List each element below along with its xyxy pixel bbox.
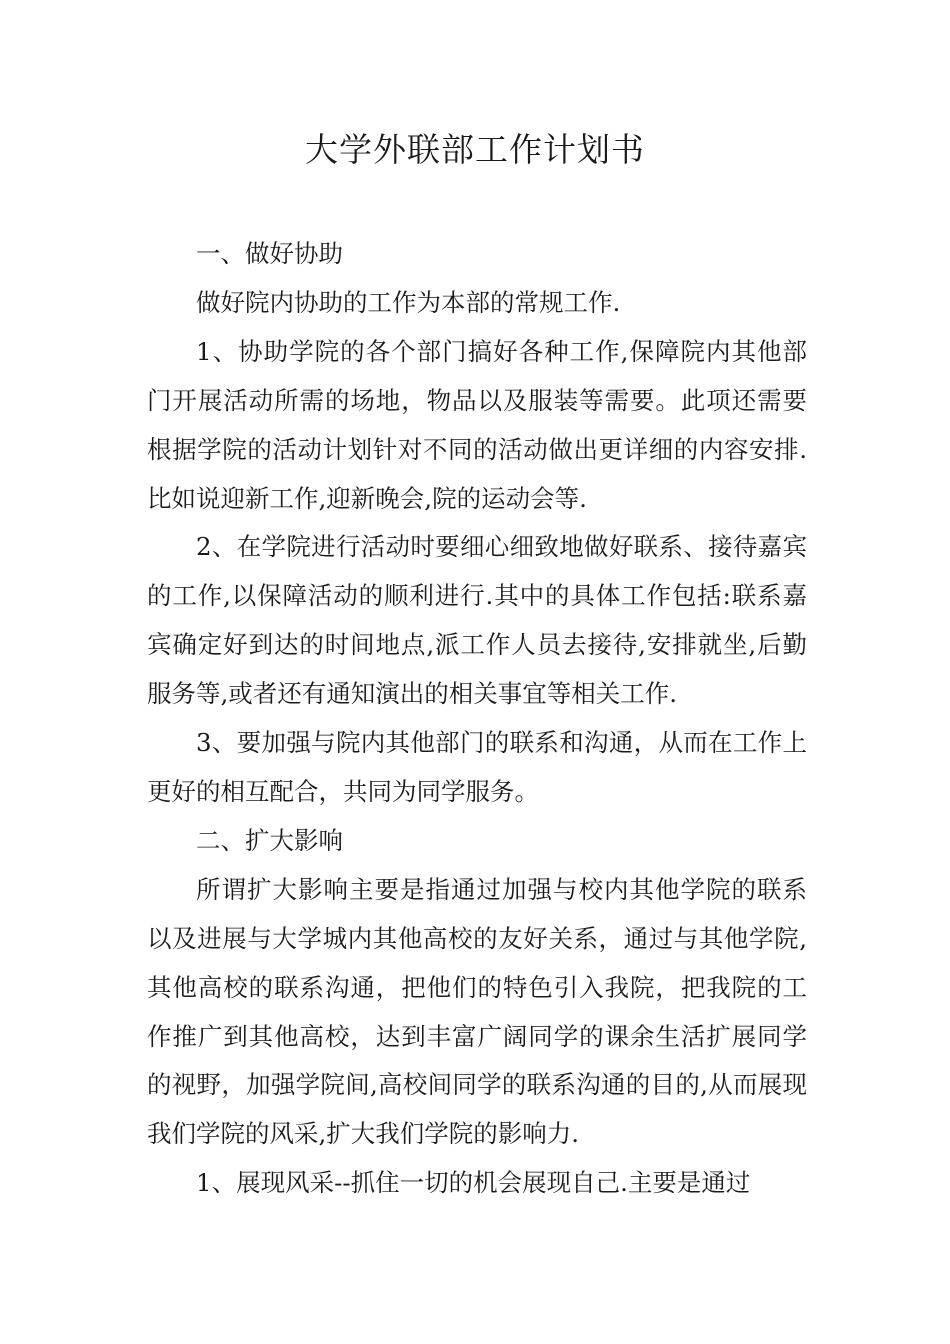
section-heading-assist: 一、做好协助 bbox=[196, 239, 343, 268]
document-body bbox=[147, 230, 807, 1208]
paragraph: 所谓扩大影响主要是指通过加强与校内其他学院的联系以及进展与大学城内其他高校的友好关系，通过与其他学院,其他高校的联系沟通，把他们的特色引入我院，把我院的工作推广到其他高校，达到丰富广阔同学的课余生活扩展同学的视野，加强学院间,高校间同学的联系沟通的目的,从而展现我们学院的风采,扩大我们学院的影响力. bbox=[147, 874, 807, 1149]
document-title: 大学外联部工作计划书 bbox=[305, 130, 645, 169]
paragraph: 做好院内协助的工作为本部的常规工作. bbox=[196, 287, 621, 317]
section-heading-influence: 二、扩大影响 bbox=[196, 825, 343, 855]
paragraph: 2、在学院进行活动时要细心细致地做好联系、接待嘉宾的工作,以保障活动的顺利进行.其中的具体工作包括:联系嘉宾确定好到达的时间地点,派工作人员去接待,安排就坐,后勤服务等,或者还有通知演出的相关事宜等相关工作. bbox=[147, 532, 807, 709]
paragraph: 1、展现风采--抓住一切的机会展现自己.主要是通过 bbox=[196, 1168, 751, 1198]
paragraph: 3、要加强与院内其他部门的联系和沟通，从而在工作上更好的相互配合，共同为同学服务。 bbox=[147, 728, 807, 806]
paragraph: 1、协助学院的各个部门搞好各种工作,保障院内其他部门开展活动所需的场地，物品以及服装等需要。此项还需要根据学院的活动计划针对不同的活动做出更详细的内容安排.比如说迎新工作,迎新晚会,院的运动会等. bbox=[147, 336, 807, 513]
